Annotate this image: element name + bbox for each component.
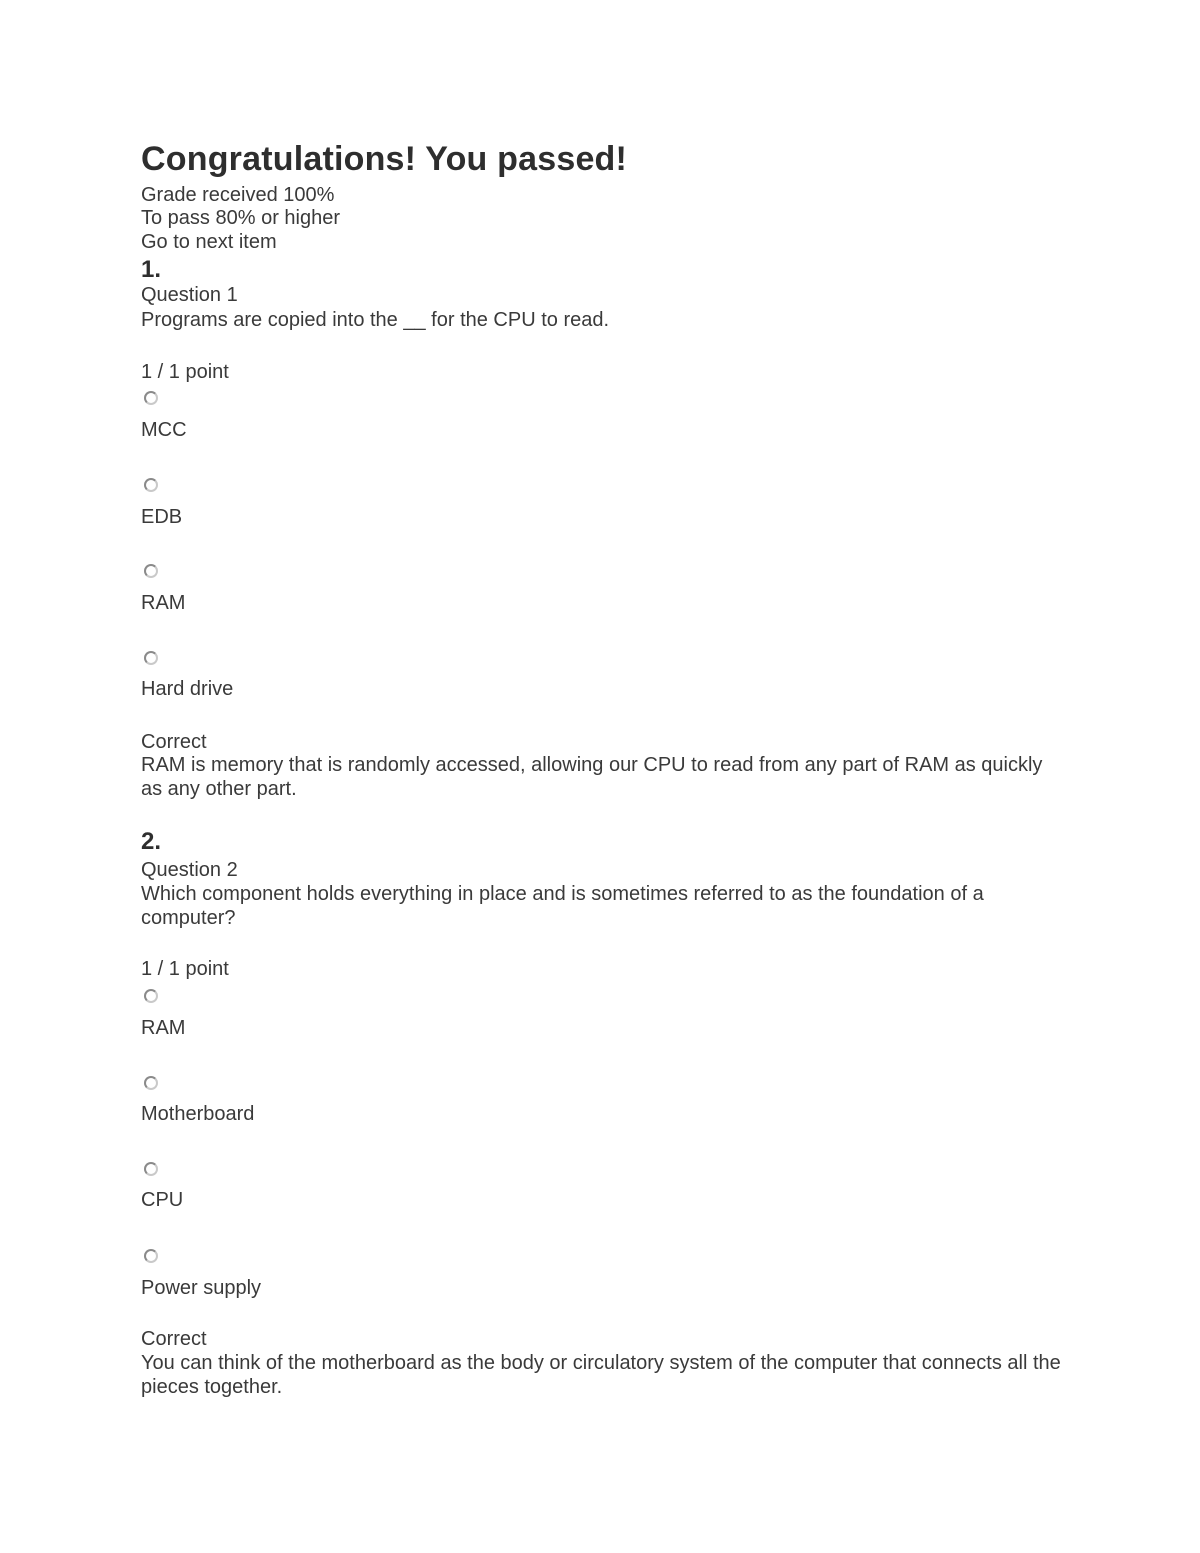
option-label[interactable]: RAM: [141, 592, 186, 614]
option-label[interactable]: RAM: [141, 1017, 186, 1039]
question-prompt: Programs are copied into the __ for the CPU to read.: [141, 309, 610, 331]
question-label: Question 2: [141, 859, 238, 881]
page-title: Congratulations! You passed!: [141, 140, 628, 178]
option-label[interactable]: EDB: [141, 506, 183, 528]
option-radio[interactable]: [144, 651, 158, 665]
feedback-status: Correct: [141, 731, 207, 753]
feedback-explanation: You can think of the motherboard as the body or circulatory system of the computer that connects all the pieces together.: [141, 1352, 1061, 1398]
option-label[interactable]: Power supply: [141, 1277, 262, 1299]
option-label[interactable]: Motherboard: [141, 1103, 255, 1125]
grade-received: Grade received 100%: [141, 184, 335, 206]
question-points: 1 / 1 point: [141, 958, 229, 980]
next-item-link[interactable]: Go to next item: [141, 231, 277, 253]
option-label[interactable]: MCC: [141, 419, 187, 441]
feedback-status: Correct: [141, 1328, 207, 1350]
question-label: Question 1: [141, 284, 238, 306]
question-number: 1.: [141, 256, 162, 283]
option-radio[interactable]: [144, 989, 158, 1003]
option-radio[interactable]: [144, 391, 158, 405]
option-radio[interactable]: [144, 1249, 158, 1263]
question-points: 1 / 1 point: [141, 361, 229, 383]
option-radio[interactable]: [144, 1162, 158, 1176]
option-label[interactable]: CPU: [141, 1189, 184, 1211]
question-number: 2.: [141, 828, 162, 855]
question-prompt: Which component holds everything in place and is sometimes referred to as the foundation of a computer?: [141, 883, 984, 929]
feedback-explanation: RAM is memory that is randomly accessed, allowing our CPU to read from any part of RAM as quickly as any other part.: [141, 754, 1043, 800]
option-radio[interactable]: [144, 564, 158, 578]
passing-threshold: To pass 80% or higher: [141, 207, 341, 229]
option-radio[interactable]: [144, 1076, 158, 1090]
option-radio[interactable]: [144, 478, 158, 492]
option-label[interactable]: Hard drive: [141, 678, 234, 700]
